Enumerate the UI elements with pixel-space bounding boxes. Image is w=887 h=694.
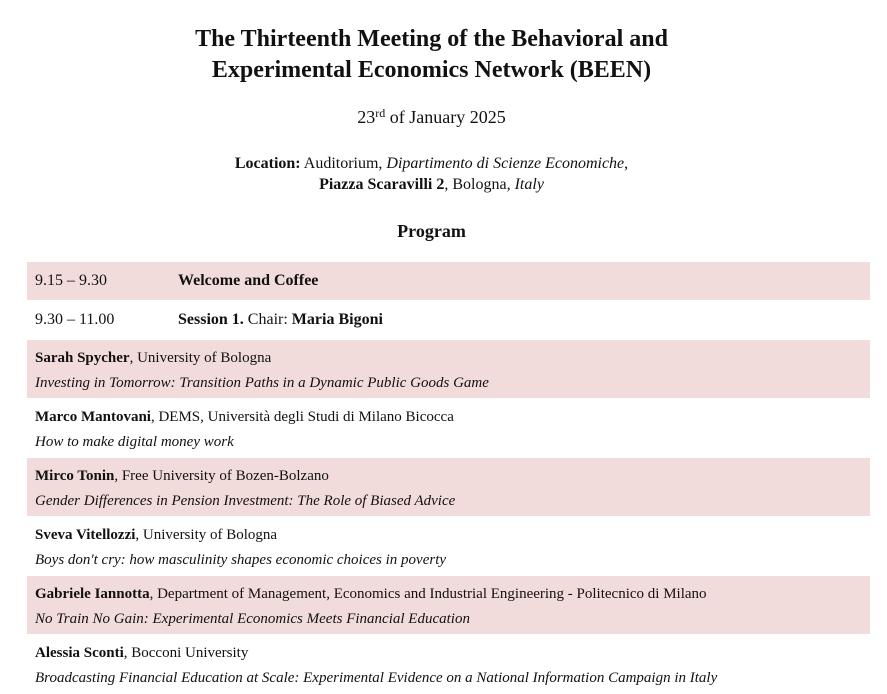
location-country: , Italy: [506, 176, 544, 193]
location-line-1: [0, 153, 863, 174]
speaker-line: [35, 523, 862, 548]
location-line-2: [0, 174, 863, 195]
talk-title: No Train No Gain: Experimental Economics Meets Financial Education: [35, 611, 470, 627]
date-rest: of January 2025: [385, 107, 506, 127]
talk-title: How to make digital money work: [35, 434, 234, 450]
date-day: 23: [357, 107, 376, 127]
talk-title: Boys don't cry: how masculinity shapes economic choices in poverty: [35, 552, 447, 568]
speaker-name: Sarah Spycher: [35, 350, 130, 366]
chair-name: Maria Bigoni: [291, 311, 383, 328]
speaker-affiliation: , Department of Management, Economics and Industrial Engineering - Politecnico di Milano: [149, 586, 707, 602]
talk-title: Broadcasting Financial Education at Scale: Experimental Evidence on a National Information Campaign in Italy: [35, 670, 718, 686]
title-line-1: The Thirteenth Meeting of the Behavioral and: [195, 26, 668, 52]
page-title: [0, 24, 863, 86]
speaker-line: [35, 464, 862, 489]
speaker-affiliation: , University of Bologna: [129, 350, 272, 366]
title-line-2: Experimental Economics Network (BEEN): [211, 57, 652, 83]
speaker-line: [35, 346, 862, 371]
schedule-row-session-1: [27, 301, 870, 340]
talk-title: Investing in Tomorrow: Transition Paths in a Dynamic Public Goods Game: [35, 375, 489, 391]
talk-row: [27, 517, 870, 576]
location-street: Piazza Scaravilli 2: [319, 176, 445, 193]
speaker-line: [35, 641, 862, 666]
speaker-line: [35, 405, 862, 430]
location-city: , Bologna: [444, 176, 507, 193]
event-location: [0, 153, 863, 195]
speaker-name: Sveva Vitellozzi: [35, 527, 136, 543]
schedule-time: 9.30 – 11.00: [35, 311, 115, 328]
schedule-description: [178, 272, 870, 290]
talk-row: [27, 576, 870, 635]
session-label: Session 1.: [178, 311, 244, 328]
program-heading: Program: [397, 221, 466, 241]
schedule-description: [178, 311, 870, 329]
date-suffix: rd: [375, 106, 386, 120]
speaker-affiliation: , Bocconi University: [123, 645, 249, 661]
speaker-affiliation: , Free University of Bozen-Bolzano: [114, 468, 329, 484]
speaker-line: [35, 582, 862, 607]
speaker-name: Alessia Sconti: [35, 645, 124, 661]
talk-row: [27, 340, 870, 399]
location-department: Dipartimento di Scienze Economiche: [386, 155, 625, 172]
location-label: Location:: [234, 155, 301, 172]
talk-row: [27, 635, 870, 694]
speaker-name: Gabriele Iannotta: [35, 586, 150, 602]
chair-label: Chair:: [243, 311, 292, 328]
speaker-name: Mirco Tonin: [35, 468, 115, 484]
talk-row: [27, 458, 870, 517]
talk-row: [27, 399, 870, 458]
speaker-affiliation: , University of Bologna: [135, 527, 278, 543]
schedule-row-welcome: [27, 262, 870, 301]
location-venue: Auditorium,: [300, 155, 387, 172]
speaker-name: Marco Mantovani: [35, 409, 151, 425]
schedule-time: 9.15 – 9.30: [35, 272, 107, 289]
welcome-label: Welcome and Coffee: [178, 272, 319, 289]
location-comma: ,: [624, 155, 629, 172]
program-table: [27, 262, 870, 694]
talk-title: Gender Differences in Pension Investment: The Role of Biased Advice: [35, 493, 456, 509]
event-date: [0, 105, 863, 129]
speaker-affiliation: , DEMS, Università degli Studi di Milano Bicocca: [150, 409, 454, 425]
